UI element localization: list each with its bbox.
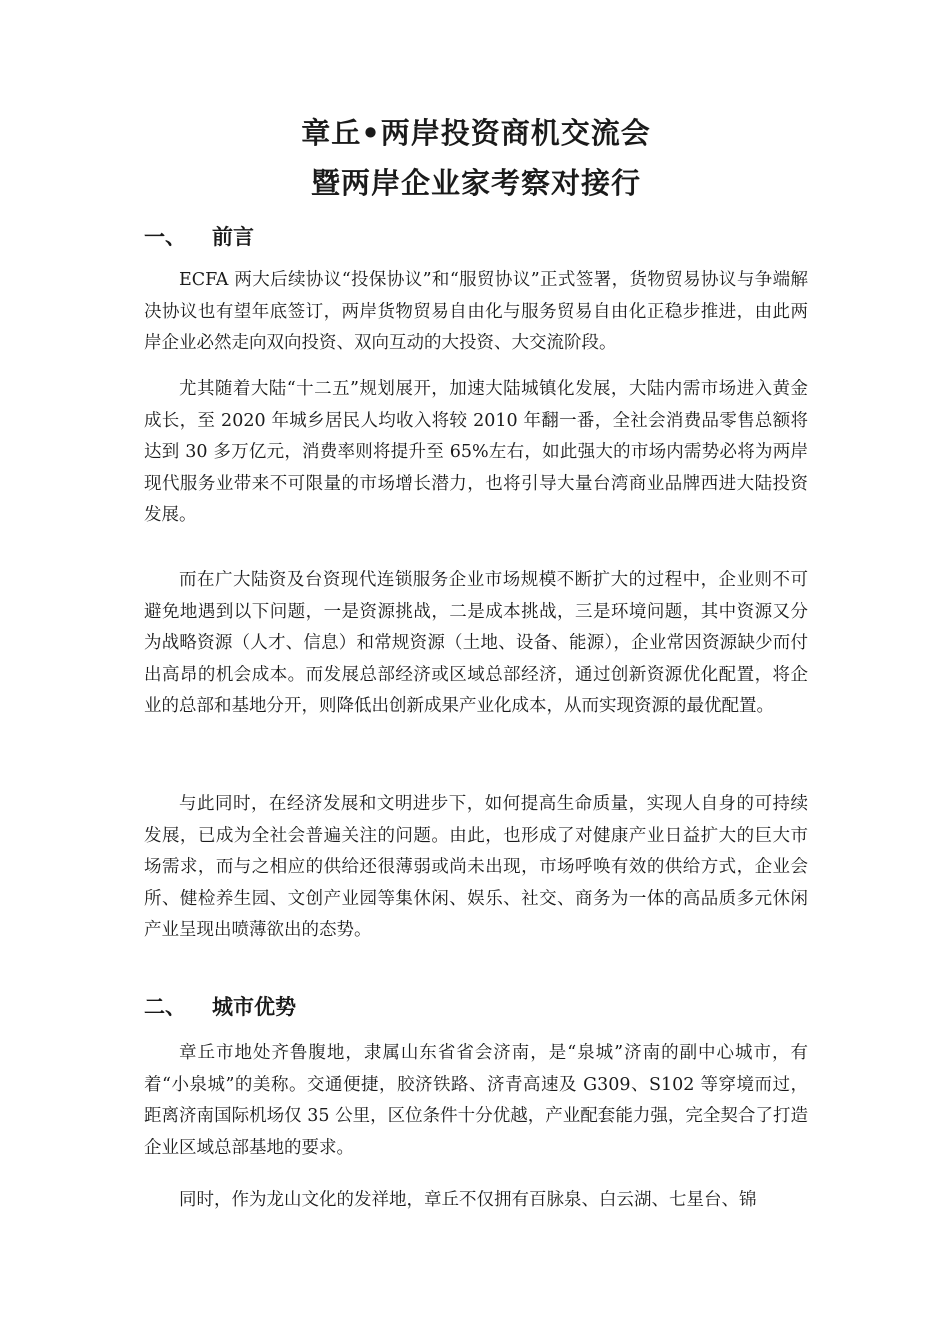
paragraph: 与此同时，在经济发展和文明进步下，如何提高生命质量，实现人自身的可持续发展，已成为全社会普遍关注的问题。由此，也形成了对健康产业日益扩大的巨大市场需求，而与之相应的供给还很薄弱或尚未出现，市场呼唤有效的供给方式，企业会所、健检养生园、文创产业园等集休闲、娱乐、社交、商务为一体的高品质多元休闲产业呈现出喷薄欲出的态势。 [144,794,808,940]
section-number: 二、 [144,994,186,1019]
paragraph: ECFA 两大后续协议“投保协议”和“服贸协议”正式签署，货物贸易协议与争端解决协议也有望年底签订，两岸货物贸易自由化与服务贸易自由化正稳步推进，由此两岸企业必然走向双向投资、双向互动的大投资、大交流阶段。 [144,270,808,353]
paragraph: 而在广大陆资及台资现代连锁服务企业市场规模不断扩大的过程中，企业则不可避免地遇到以下问题，一是资源挑战，二是成本挑战，三是环境问题，其中资源又分为战略资源（人才、信息）和常规资源（土地、设备、能源），企业常因资源缺少而付出高昂的机会成本。而发展总部经济或区域总部经济，通过创新资源优化配置，将企业的总部和基地分开，则降低出创新成果产业化成本，从而实现资源的最优配置。 [144,570,808,716]
paragraph: 尤其随着大陆“十二五”规划展开，加速大陆城镇化发展，大陆内需市场进入黄金成长，至 2020 年城乡居民人均收入将较 2010 年翻一番，全社会消费品零售总额将达到 30 多万亿元，消费率则将提升至 65%左右，如此强大的市场内需势必将为两岸现代服务业带来不可限量的市场增长潜力，也将引导大量台湾商业品牌西进大陆投资发展。 [144,379,808,525]
section-heading-preface [144,222,254,252]
section-number: 一、 [144,224,186,249]
document-title-line-2: 暨两岸企业家考察对接行 [310,166,641,200]
document-title-line-1: 章丘•两岸投资商机交流会 [301,116,651,150]
section-heading-city-advantages [144,992,296,1022]
section-title: 前言 [212,224,254,249]
paragraph: 同时，作为龙山文化的发祥地，章丘不仅拥有百脉泉、白云湖、七星台、锦 [179,1190,757,1210]
section-title: 城市优势 [212,994,296,1019]
paragraph: 章丘市地处齐鲁腹地，隶属山东省省会济南，是“泉城”济南的副中心城市，有着“小泉城”的美称。交通便捷，胶济铁路、济青高速及 G309、S102 等穿境而过，距离济南国际机场仅 35 公里，区位条件十分优越，产业配套能力强，完全契合了打造企业区域总部基地的要求。 [144,1043,808,1158]
